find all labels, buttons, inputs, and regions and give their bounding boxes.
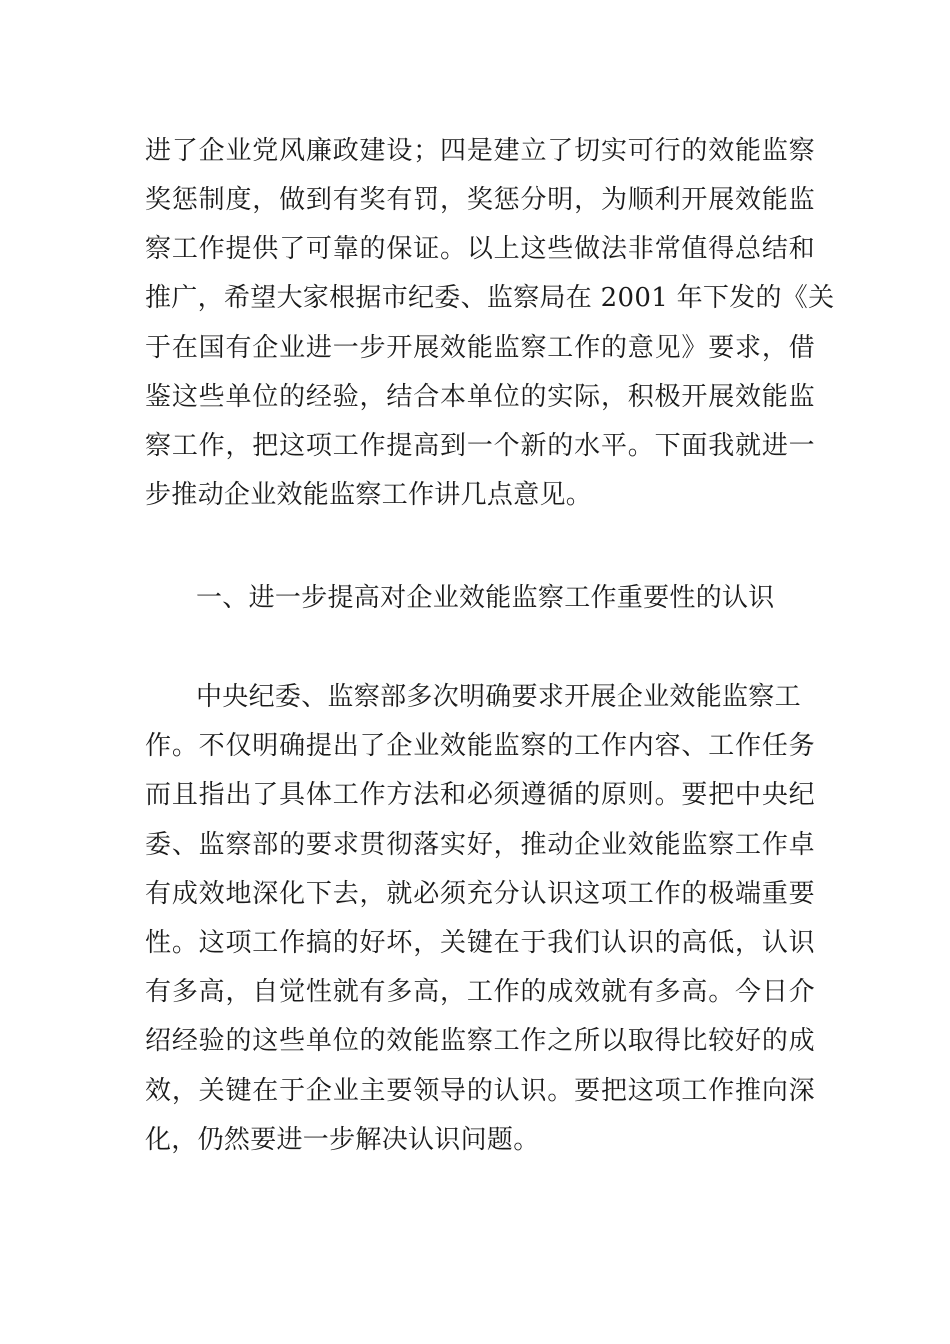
paragraph-2-line-2: 作。不仅明确提出了企业效能监察的工作内容、工作任务 bbox=[145, 731, 815, 761]
paragraph-2-line-3: 而且指出了具体工作方法和必须遵循的原则。要把中央纪 bbox=[145, 780, 815, 810]
paragraph-1-line-1: 进了企业党风廉政建设；四是建立了切实可行的效能监察 bbox=[145, 136, 815, 166]
paragraph-1-line-2: 奖惩制度，做到有奖有罚，奖惩分明，为顺利开展效能监 bbox=[145, 185, 815, 215]
paragraph-1-line-7: 察工作，把这项工作提高到一个新的水平。下面我就进一 bbox=[145, 431, 815, 461]
paragraph-2-line-6: 性。这项工作搞的好坏，关键在于我们认识的高低，认识 bbox=[145, 928, 815, 958]
paragraph-2-line-1: 中央纪委、监察部多次明确要求开展企业效能监察工 bbox=[196, 682, 801, 712]
paragraph-1-line-3: 察工作提供了可靠的保证。以上这些做法非常值得总结和 bbox=[145, 234, 815, 264]
paragraph-2-line-9: 效，关键在于企业主要领导的认识。要把这项工作推向深 bbox=[145, 1076, 815, 1106]
section-heading: 一、进一步提高对企业效能监察工作重要性的认识 bbox=[196, 583, 775, 613]
paragraph-1-line-4: 推广，希望大家根据市纪委、监察局在 2001 年下发的《关 bbox=[145, 283, 835, 313]
paragraph-1-line-5: 于在国有企业进一步开展效能监察工作的意见》要求，借 bbox=[145, 333, 815, 363]
paragraph-1-line-8: 步推动企业效能监察工作讲几点意见。 bbox=[145, 480, 593, 510]
paragraph-2-line-8: 绍经验的这些单位的效能监察工作之所以取得比较好的成 bbox=[145, 1026, 815, 1056]
paragraph-1-line-6: 鉴这些单位的经验，结合本单位的实际，积极开展效能监 bbox=[145, 382, 815, 412]
paragraph-2-line-4: 委、监察部的要求贯彻落实好，推动企业效能监察工作卓 bbox=[145, 830, 815, 860]
paragraph-2-line-10: 化，仍然要进一步解决认识问题。 bbox=[145, 1125, 540, 1155]
paragraph-2-line-5: 有成效地深化下去，就必须充分认识这项工作的极端重要 bbox=[145, 879, 815, 909]
paragraph-2-line-7: 有多高，自觉性就有多高，工作的成效就有多高。今日介 bbox=[145, 977, 815, 1007]
